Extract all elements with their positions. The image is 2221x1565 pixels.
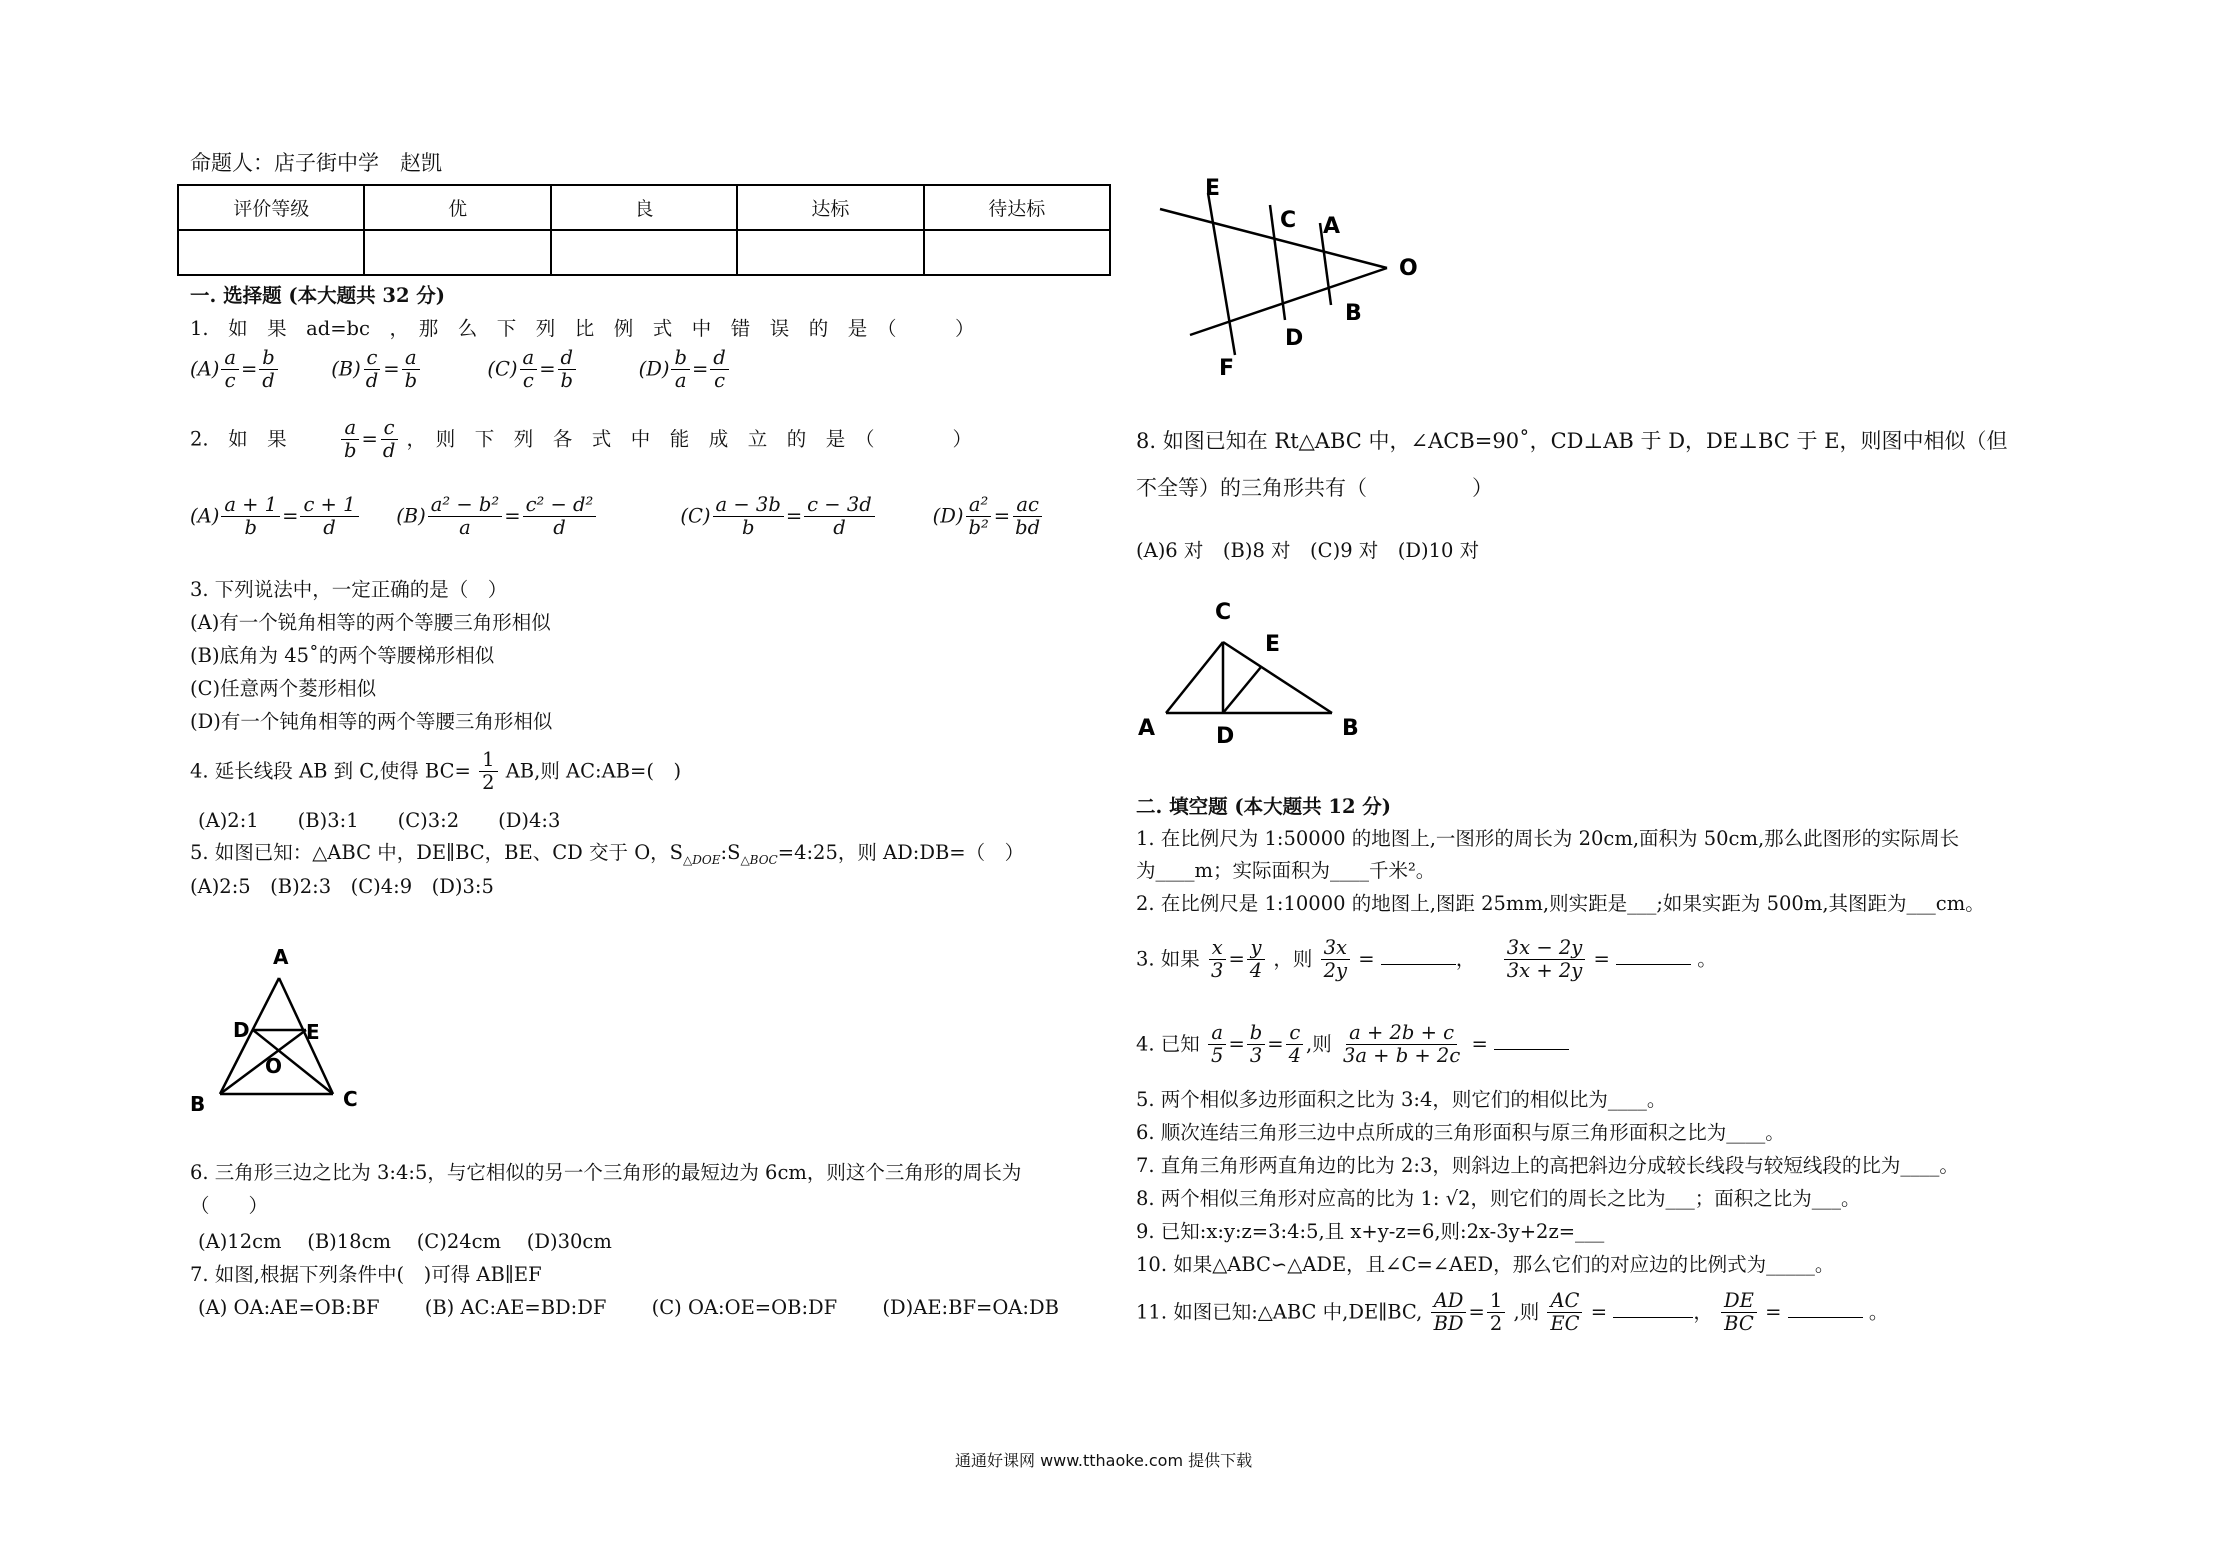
q1-options	[190, 348, 731, 392]
q6-paren: （ ）	[190, 1194, 269, 1217]
fill-4: 4. 已知 $\frac{a}{5}$ = $\frac{b}{3}$ = $\frac{c}{4}$ ,则 $\frac{a + 2b + c}{3a + b + 2c}$ =	[1136, 1023, 1569, 1067]
q5-label-o: O	[265, 1054, 283, 1078]
author-line: 命题人：店子街中学 赵凯	[190, 151, 442, 175]
grade-empty-cell	[551, 230, 737, 275]
section-1-title: 一. 选择题 (本大题共 32 分)	[190, 284, 446, 307]
grade-header-cell: 优	[364, 185, 550, 230]
q5-label-c: C	[343, 1087, 358, 1111]
q3-option-b: (B)底角为 45˚的两个等腰梯形相似	[190, 644, 495, 667]
q8-stem-line2: 不全等）的三角形共有（ ）	[1136, 476, 1493, 500]
q5-label-b: B	[190, 1092, 206, 1116]
q3-option-d: (D)有一个钝角相等的两个等腰三角形相似	[190, 710, 553, 733]
q7-label-c: C	[1280, 208, 1297, 233]
fill-7: 7. 直角三角形两直角边的比为 2:3，则斜边上的高把斜边分成较长线段与较短线段的比为____。	[1136, 1154, 1959, 1177]
fill-1-line2: 为____m；实际面积为____千米²。	[1136, 859, 1436, 882]
q8-label-b: B	[1342, 716, 1359, 741]
q8-stem-line1: 8. 如图已知在 Rt△ABC 中，∠ACB=90˚，CD⊥AB 于 D，DE⊥BC 于 E，则图中相似（但	[1136, 429, 2008, 453]
q8-label-d: D	[1216, 724, 1235, 749]
q5-label-a: A	[273, 945, 289, 969]
q5-figure	[185, 940, 375, 1120]
q5-stem: 5. 如图已知：△ABC 中，DE∥BC，BE、CD 交于 O，$S_{\triangle DOE}:S_{\triangle BOC}=4:25$，则 AD:DB=（ ）	[190, 841, 1025, 867]
q6-stem: 6. 三角形三边之比为 3:4:5，与它相似的另一个三角形的最短边为 6cm，则这个三角形的周长为	[190, 1161, 1022, 1184]
grade-header-cell: 待达标	[924, 185, 1110, 230]
q2-stem: 2. 如 果 $\frac{a}{b}$ = $\frac{c}{d}$ ， 则 下 列 各 式 中 能 成 立 的 是 （ ）	[190, 416, 973, 463]
q1-stem: 1. 如 果 ad=bc ， 那 么 下 列 比 例 式 中 错 误 的 是 （ ）	[190, 317, 975, 340]
grade-header-cell: 良	[551, 185, 737, 230]
q7-label-d: D	[1285, 326, 1304, 351]
fill-8: 8. 两个相似三角形对应高的比为 1: √2，则它们的周长之比为___；面积之比为___。	[1136, 1187, 1861, 1210]
fill-11: 11. 如图已知:△ABC 中,DE∥BC, $\frac{AD}{BD}$ = $\frac{1}{2}$ ,则 $\frac{AC}{EC}$ = ， $\frac{DE}{BC}$ = 。	[1136, 1289, 1889, 1336]
q8-options: (A)6 对 (B)8 对 (C)9 对 (D)10 对	[1136, 539, 1480, 562]
fill-1-line1: 1. 在比例尺为 1:50000 的地图上,一图形的周长为 20cm,面积为 50cm,那么此图形的实际周长	[1136, 827, 1960, 850]
grade-empty-cell	[737, 230, 923, 275]
q2-option-c: (C) $\frac{a - 3b}{b}$ = $\frac{c - 3d}{d}$	[680, 495, 926, 539]
q5-label-e: E	[306, 1020, 320, 1044]
grade-empty-cell	[178, 230, 364, 275]
q7-label-e: E	[1205, 176, 1221, 201]
fill-5: 5. 两个相似多边形面积之比为 3:4，则它们的相似比为____。	[1136, 1088, 1667, 1111]
grade-header-cell: 评价等级	[178, 185, 364, 230]
q3-stem: 3. 下列说法中，一定正确的是（ ）	[190, 578, 508, 601]
q8-edge-ac	[1166, 642, 1223, 713]
q8-edge-de	[1223, 667, 1261, 713]
fill-10: 10. 如果△ABC∽△ADE，且∠C=∠AED，那么它们的对应边的比例式为_____。	[1136, 1253, 1835, 1276]
q4-options: (A)2:1 (B)3:1 (C)3:2 (D)4:3	[198, 809, 561, 832]
q7-line-ef	[1208, 193, 1235, 355]
fill-3: 3. 如果 $\frac{x}{3}$ = $\frac{y}{4}$ ，则 $\frac{3x}{2y}$ = ， $\frac{3x - 2y}{3x + 2y}$ = 。	[1136, 936, 1717, 983]
fill-9: 9. 已知:x:y:z=3:4:5,且 x+y-z=6,则:2x-3y+2z=___	[1136, 1220, 1605, 1243]
grade-header-cell: 达标	[737, 185, 923, 230]
q2-option-b: (B) $\frac{\text{a² − b²}}{a}$ = $\frac{\text{c² − d²}}{d}$	[396, 495, 674, 539]
q2-options	[190, 495, 1045, 539]
fill-6: 6. 顺次连结三角形三边中点所成的三角形面积与原三角形面积之比为____。	[1136, 1121, 1785, 1144]
q3-option-c: (C)任意两个菱形相似	[190, 677, 377, 700]
grade-table	[177, 184, 1111, 276]
footer-credit: 通通好课网 www.tthaoke.com 提供下载	[955, 1451, 1253, 1470]
q2-option-a: (A) $\frac{a + 1}{b}$ = $\frac{c + 1}{d}$	[190, 495, 390, 539]
q5-label-d: D	[233, 1018, 250, 1042]
q8-label-e: E	[1265, 632, 1281, 657]
q1-option-a: (A) $\frac{a}{c}$ = $\frac{b}{d}$	[190, 348, 325, 392]
q6-options: (A)12cm (B)18cm (C)24cm (D)30cm	[198, 1230, 612, 1253]
q8-label-a: A	[1138, 716, 1156, 741]
q7-options: (A) OA:AE=OB:BF (B) AC:AE=BD:DF (C) OA:OE=OB:DF (D)AE:BF=OA:DB	[198, 1296, 1059, 1319]
q1-option-c: (C) $\frac{a}{c}$ = $\frac{d}{b}$	[487, 348, 632, 392]
q1-option-b: (B) $\frac{c}{d}$ = $\frac{a}{b}$	[331, 348, 481, 392]
q7-label-f: F	[1219, 356, 1235, 380]
q7-label-o: O	[1399, 256, 1418, 281]
q4-stem: 4. 延长线段 AB 到 C,使得 BC= $\frac{1}{2}$ AB,则 AC:AB=( )	[190, 748, 682, 795]
q7-figure	[1155, 165, 1435, 380]
grade-empty-cell	[364, 230, 550, 275]
q1-option-d: (D) $\frac{b}{a}$ = $\frac{d}{c}$	[639, 348, 731, 392]
grade-empty-cell	[924, 230, 1110, 275]
q2-option-d: (D) $\frac{\text{a²}}{\text{b²}}$ = $\frac{ac}{bd}$	[932, 493, 1041, 540]
q3-option-a: (A)有一个锐角相等的两个等腰三角形相似	[190, 611, 551, 634]
q7-label-b: B	[1345, 301, 1362, 326]
fill-2: 2. 在比例尺是 1:10000 的地图上,图距 25mm,则实距是___;如果实距为 500m,其图距为___cm。	[1136, 892, 1985, 915]
q8-figure	[1130, 595, 1380, 750]
section-2-title: 二. 填空题 (本大题共 12 分)	[1136, 795, 1392, 818]
q5-options: (A)2:5 (B)2:3 (C)4:9 (D)3:5	[190, 875, 494, 898]
q8-label-c: C	[1215, 600, 1232, 625]
q7-label-a: A	[1323, 214, 1341, 239]
q7-stem: 7. 如图,根据下列条件中( )可得 AB∥EF	[190, 1263, 542, 1286]
